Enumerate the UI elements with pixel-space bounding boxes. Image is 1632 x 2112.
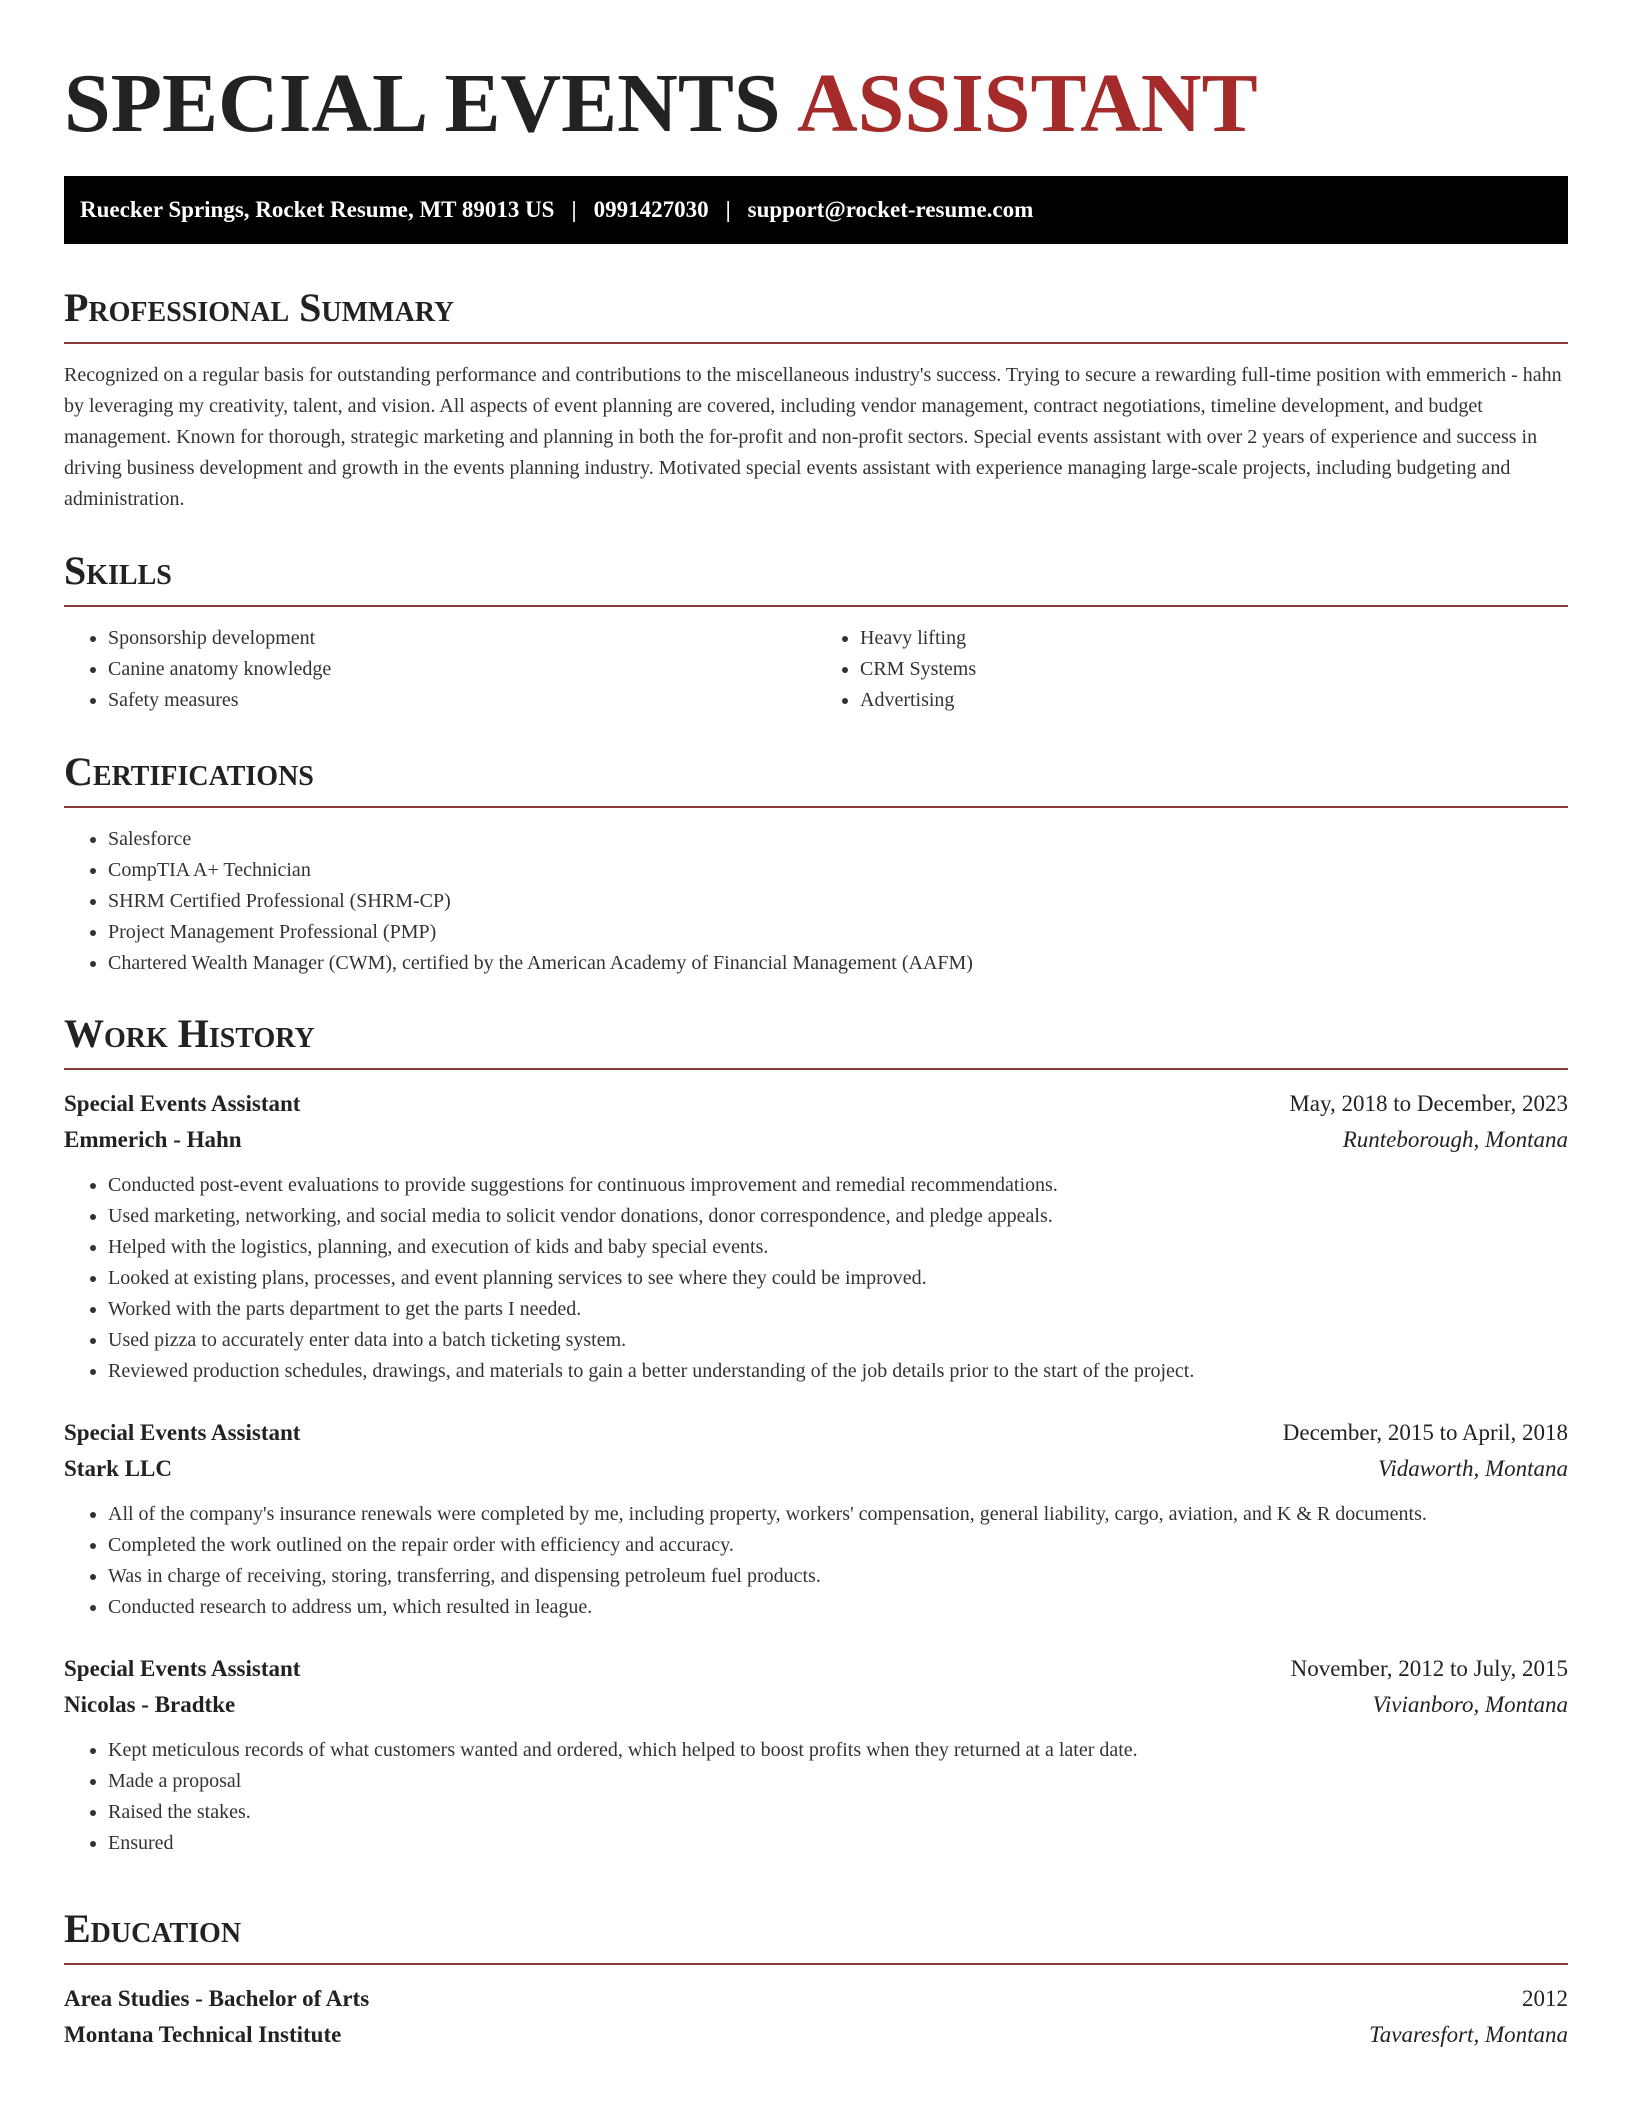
section-heading-summary: Professional Summary [64,285,455,330]
section-heading-education: Education [64,1906,242,1951]
certification-item: • Chartered Wealth Manager (CWM), certified by the American Academy of Financial Management (AAFM) [108,948,1568,979]
job-bullets [64,1735,1568,1859]
education-location: Tavaresfort, Montana [1369,2022,1568,2047]
job-company: Emmerich - Hahn [64,1127,242,1152]
job-company: Nicolas - Bradtke [64,1692,236,1717]
title-main: SPECIAL EVENTS [64,57,781,150]
certifications-section [64,748,1568,979]
certification-item: • SHRM Certified Professional (SHRM-CP) [108,886,1568,917]
job-entry [64,1651,1568,1859]
contact-address: Ruecker Springs, Rocket Resume, MT 89013 US [80,197,555,222]
job-bullet: • Conducted post-event evaluations to provide suggestions for continuous improvement and remedial recommendations. [108,1170,1568,1201]
title-accent: ASSISTANT [796,57,1258,150]
job-bullet: • Worked with the parts department to get the parts I needed. [108,1294,1568,1325]
education-year: 2012 [1522,1986,1568,2011]
skills-list-left [64,623,816,716]
job-bullet: • Looked at existing plans, processes, and event planning services to see where they could be improved. [108,1263,1568,1294]
job-bullet: • Made a proposal [108,1766,1568,1797]
education-school: Montana Technical Institute [64,2022,342,2047]
certification-item: • CompTIA A+ Technician [108,855,1568,886]
skill-item: • CRM Systems [860,654,1568,685]
education-degree: Area Studies - Bachelor of Arts [64,1986,370,2011]
job-location: Vivianboro, Montana [1372,1692,1568,1717]
section-heading-work-history: Work History [64,1011,315,1056]
skills-list-right [816,623,1568,716]
job-location: Runteborough, Montana [1342,1127,1568,1152]
job-dates: November, 2012 to July, 2015 [1290,1656,1568,1681]
job-bullet: • Helped with the logistics, planning, and execution of kids and baby special events. [108,1232,1568,1263]
job-bullet: • All of the company's insurance renewals were completed by me, including property, workers' compensation, general liability, cargo, aviation, and K & R documents. [108,1499,1568,1530]
job-bullets [64,1499,1568,1623]
section-divider [64,806,1568,808]
job-dates: December, 2015 to April, 2018 [1282,1420,1568,1445]
section-heading-certifications: Certifications [64,749,314,794]
job-bullet: • Kept meticulous records of what customers wanted and ordered, which helped to boost profits when they returned at a later date. [108,1735,1568,1766]
summary-text: Recognized on a regular basis for outstanding performance and contributions to the miscellaneous industry's success. Trying to secure a rewarding full-time position with emmerich - hahn by leveraging my creativity, talent, and vision. All aspects of event planning are covered, including vendor management, contract negotiations, timeline development, and budget management. Known for thorough, strategic marketing and planning in both the for-profit and non-profit sectors. Special events assistant with over 2 years of experience and success in driving business development and growth in the events planning industry. Motivated special events assistant with experience managing large-scale projects, including budgeting and administration. [64,364,1562,510]
work-history-section [64,1010,1568,1859]
job-bullet: • Completed the work outlined on the repair order with efficiency and accuracy. [108,1530,1568,1561]
education-section [64,1905,1568,2053]
job-title: Special Events Assistant [64,1091,301,1116]
skill-item: • Heavy lifting [860,623,1568,654]
job-bullet: • Used marketing, networking, and social media to solicit vendor donations, donor correspondence, and pledge appeals. [108,1201,1568,1232]
job-entry [64,1415,1568,1623]
job-company: Stark LLC [64,1456,172,1481]
job-bullet: • Used pizza to accurately enter data into a batch ticketing system. [108,1325,1568,1356]
contact-phone: 0991427030 [593,197,709,222]
contact-separator: | [725,197,731,222]
resume-title [64,56,1258,153]
skill-item: • Canine anatomy knowledge [108,654,816,685]
section-divider [64,342,1568,344]
education-entry [64,1981,1568,2053]
job-bullet: • Raised the stakes. [108,1797,1568,1828]
certifications-list [64,824,1568,979]
job-dates: May, 2018 to December, 2023 [1289,1091,1568,1116]
section-divider [64,1068,1568,1070]
certification-item: • Project Management Professional (PMP) [108,917,1568,948]
contact-email: support@rocket-resume.com [747,197,1034,222]
job-bullet: • Conducted research to address um, which resulted in league. [108,1592,1568,1623]
job-entry [64,1086,1568,1387]
job-bullet: • Ensured [108,1828,1568,1859]
skill-item: • Safety measures [108,685,816,716]
job-location: Vidaworth, Montana [1378,1456,1568,1481]
job-bullets [64,1170,1568,1387]
contact-separator: | [571,197,577,222]
job-bullet: • Was in charge of receiving, storing, transferring, and dispensing petroleum fuel products. [108,1561,1568,1592]
job-title: Special Events Assistant [64,1420,301,1445]
skill-item: • Advertising [860,685,1568,716]
job-bullet: • Reviewed production schedules, drawings, and materials to gain a better understanding of the job details prior to the start of the project. [108,1356,1568,1387]
contact-bar [64,176,1568,244]
summary-section [64,284,1568,515]
section-divider [64,1963,1568,1965]
skills-section [64,547,1568,716]
certification-item: • Salesforce [108,824,1568,855]
section-heading-skills: Skills [64,548,172,593]
skill-item: • Sponsorship development [108,623,816,654]
job-title: Special Events Assistant [64,1656,301,1681]
